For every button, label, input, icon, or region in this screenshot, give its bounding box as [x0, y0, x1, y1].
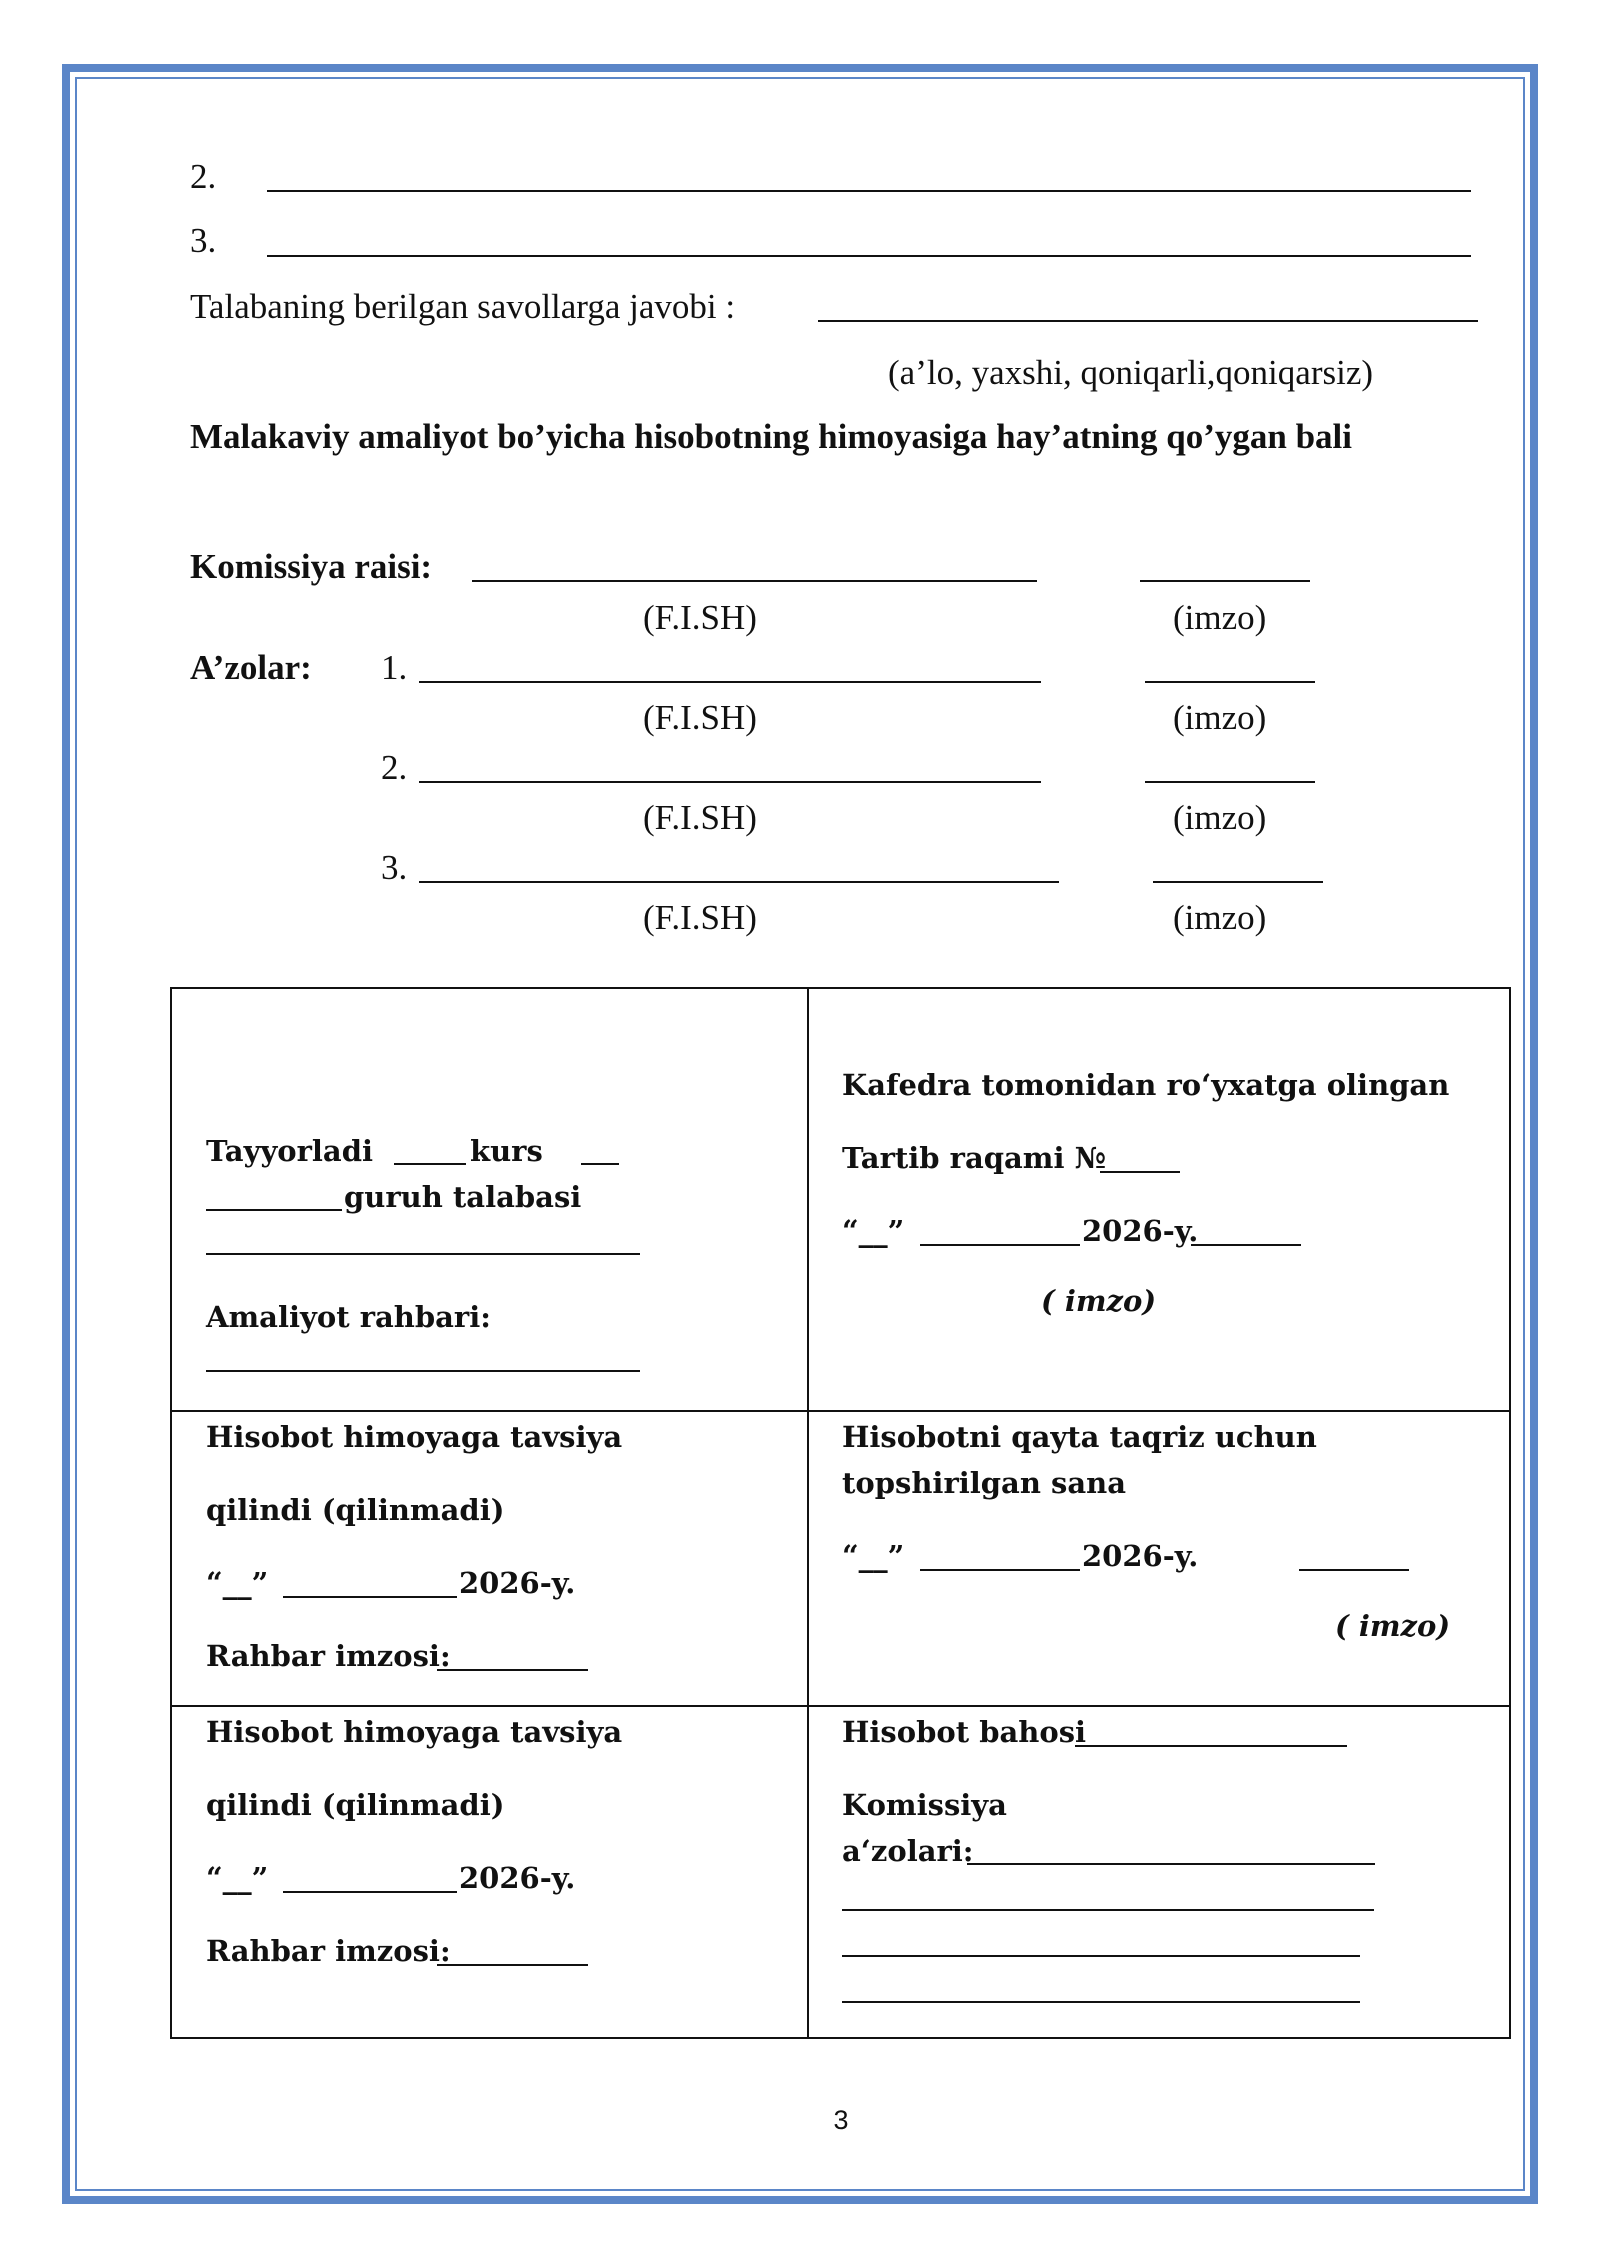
resubmission-imzo-caption: ( imzo)	[1335, 1609, 1451, 1643]
date-month-line	[920, 1244, 1080, 1246]
recommended2-line2: qilindi (qilinmadi)	[206, 1788, 505, 1822]
member-1-imzo-caption: (imzo)	[1173, 698, 1267, 737]
member-3-imzo-caption: (imzo)	[1173, 898, 1267, 937]
answer-line	[818, 320, 1478, 322]
chair-imzo-line	[1140, 580, 1310, 582]
imzo-caption: ( imzo)	[1041, 1284, 1157, 1318]
member-1-fish-line	[419, 681, 1041, 683]
resubmission-year: 2026-y.	[1082, 1539, 1199, 1573]
group-blank-line	[206, 1209, 342, 1211]
grade-label: Hisobot bahosi	[842, 1715, 1087, 1749]
page-number: 3	[833, 2105, 849, 2135]
question-line-2	[267, 190, 1471, 192]
resubmission-line2: topshirilgan sana	[842, 1466, 1126, 1500]
member-1-fish-caption: (F.I.SH)	[643, 698, 757, 737]
commission-member-line-1	[967, 1863, 1375, 1865]
commission-members-label: a‘zolari:	[842, 1834, 974, 1868]
commission-member-line-4	[842, 2001, 1360, 2003]
supervisor2-sign-line	[437, 1964, 588, 1966]
registered-label: Kafedra tomonidan ro‘yxatga olingan	[842, 1068, 1450, 1102]
answer-options: (a’lo, yaxshi, qoniqarli,qoniqarsiz)	[888, 353, 1374, 392]
question-number-3: 3.	[190, 221, 217, 260]
chair-label: Komissiya raisi:	[190, 547, 433, 586]
kurs-label: kurs	[470, 1134, 543, 1168]
member-3-fish-line	[419, 881, 1059, 883]
heading: Malakaviy amaliyot bo’yicha hisobotning himoyasiga hay’atning qo’ygan bali	[190, 417, 1353, 456]
table-row	[171, 1706, 1510, 2038]
members-label: A’zolar:	[190, 648, 312, 687]
recommended-year: 2026-y.	[459, 1566, 576, 1600]
member-2-fish-caption: (F.I.SH)	[643, 798, 757, 837]
cell-resubmission	[808, 1411, 1510, 1706]
recommended2-year: 2026-y.	[459, 1861, 576, 1895]
member-3-fish-caption: (F.I.SH)	[643, 898, 757, 937]
chair-fish-line	[472, 580, 1037, 582]
cell-recommended-2	[171, 1706, 808, 2038]
resubmission-imzo-line	[1299, 1569, 1409, 1571]
answer-label: Talabaning berilgan savollarga javobi :	[190, 287, 736, 326]
resubmission-date-quote: “__”	[842, 1539, 905, 1573]
question-number-2: 2.	[190, 157, 217, 196]
date-year: 2026-y.	[1082, 1214, 1199, 1248]
supervisor-line	[206, 1370, 640, 1372]
recommended2-line1: Hisobot himoyaga tavsiya	[206, 1715, 623, 1749]
member-number-2: 2.	[381, 748, 408, 787]
grade-line	[1075, 1745, 1347, 1747]
recommended-date-quote: “__”	[206, 1566, 269, 1600]
kurs-blank-line	[394, 1163, 466, 1165]
recommended-date-line	[283, 1596, 457, 1598]
commission-member-line-2	[842, 1909, 1374, 1911]
table-row	[171, 1411, 1510, 1706]
student-name-line	[206, 1253, 640, 1255]
recommended-line2: qilindi (qilinmadi)	[206, 1493, 505, 1527]
supervisor-sign-label: Rahbar imzosi:	[206, 1639, 451, 1673]
recommended2-date-line	[283, 1891, 457, 1893]
resubmission-line1: Hisobotni qayta taqriz uchun	[842, 1420, 1317, 1454]
imzo-line	[1191, 1244, 1301, 1246]
cell-registered	[808, 988, 1510, 1411]
member-2-imzo-caption: (imzo)	[1173, 798, 1267, 837]
table-row	[171, 988, 1510, 1411]
group-label: guruh talabasi	[344, 1180, 582, 1214]
member-3-imzo-line	[1153, 881, 1323, 883]
commission-label: Komissiya	[842, 1788, 1007, 1822]
resubmission-date-line	[920, 1569, 1080, 1571]
prepared-label: Tayyorladi	[206, 1134, 374, 1168]
recommended2-date-quote: “__”	[206, 1861, 269, 1895]
registration-table	[170, 987, 1511, 2039]
kurs-trailing-line	[581, 1163, 619, 1165]
member-number-3: 3.	[381, 848, 408, 887]
date-quote: “__”	[842, 1214, 905, 1248]
serial-label: Tartib raqami №	[842, 1141, 1107, 1175]
supervisor-sign-line	[437, 1669, 588, 1671]
question-line-3	[267, 255, 1471, 257]
cell-recommended-1	[171, 1411, 808, 1706]
cell-prepared	[171, 988, 808, 1411]
chair-fish-caption: (F.I.SH)	[643, 598, 757, 637]
recommended-line1: Hisobot himoyaga tavsiya	[206, 1420, 623, 1454]
member-2-imzo-line	[1145, 781, 1315, 783]
member-1-imzo-line	[1145, 681, 1315, 683]
cell-grade	[808, 1706, 1510, 2038]
member-number-1: 1.	[381, 648, 408, 687]
serial-line	[1100, 1171, 1180, 1173]
supervisor2-sign-label: Rahbar imzosi:	[206, 1934, 451, 1968]
commission-member-line-3	[842, 1955, 1360, 1957]
supervisor-label: Amaliyot rahbari:	[206, 1300, 491, 1334]
member-2-fish-line	[419, 781, 1041, 783]
chair-imzo-caption: (imzo)	[1173, 598, 1267, 637]
